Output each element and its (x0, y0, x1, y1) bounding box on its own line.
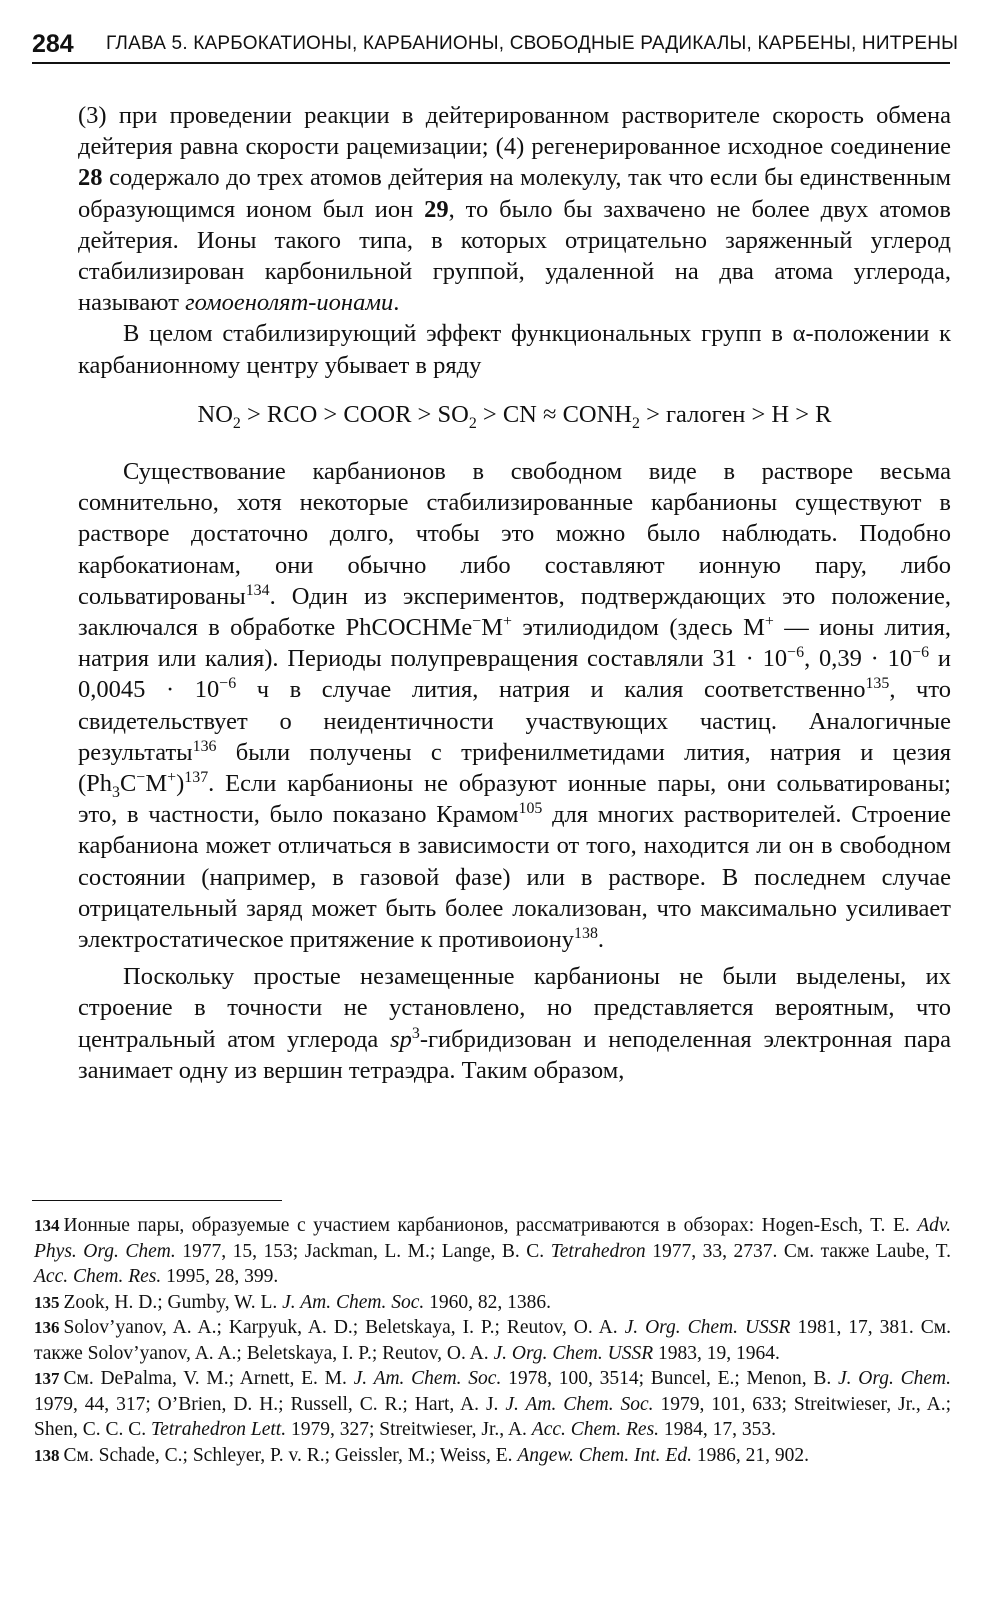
text-run: 1981, 17, 381. См. также Solov’yanov, A. A.; Beletskaya, I. P.; Reutov, O. A. (34, 1317, 951, 1364)
text-run: 1983, 19, 1964. (653, 1342, 780, 1364)
superscript: 3 (411, 1024, 420, 1042)
formula-part: > галоген > H > R (639, 400, 832, 428)
text-run: 1979, 101, 633; Streitwieser, Jr., A.; Shen, C. C. C. (34, 1393, 952, 1440)
text-run: . (393, 289, 400, 317)
footnote-number: 136 (34, 1318, 60, 1337)
text-run: 1995, 28, 399. (161, 1266, 279, 1287)
text-run: Ионные пары, образуемые с участием карбанионов, рассматриваются в обзорах: Hogen-Esch, T. E. (63, 1215, 918, 1236)
footnote-ref: 136 (192, 737, 217, 755)
text-run: C (120, 770, 137, 798)
text-run: — ионы лития, натрия или калия). Периоды полупревращения составляли 31 · 10 (78, 614, 951, 673)
text-run: См. Schade, C.; Schleyer, P. v. R.; Geissler, M.; Weiss, E. (63, 1444, 518, 1466)
subscript: 3 (112, 783, 120, 801)
text-run: . Если карбанионы не образуют ионные пары, они сольватированы; это, в частности, было показано Крамом (78, 770, 951, 829)
formula-part: > CN ≈ CONH (476, 400, 632, 428)
text-run: для многих растворителей. Строение карбаниона может отличаться в зависимости от того, находится ли он в свободном состоянии (например, в газовой фазе) или в растворе. В последнем случае отрицательный заряд может быть более локализован, что максимально усиливает электростатическое притяжение к противоиону (78, 801, 951, 954)
journal-name: Adv. Phys. Org. Chem. (34, 1215, 951, 1262)
footnote-ref: 135 (865, 675, 890, 693)
stability-series (78, 399, 951, 430)
text-run: -гибридизован и неподеленная электронная пара занимает одну из вершин тетраэдра. Таким образом, (78, 1025, 951, 1084)
text-run: , что свидетельствует о неидентичности участвующих частиц. Аналогичные результаты (78, 676, 951, 766)
page-number: 284 (32, 30, 74, 58)
journal-name: Tetrahedron Lett. (151, 1419, 287, 1440)
footnote-ref: 138 (574, 924, 598, 942)
paragraph-3 (78, 456, 951, 955)
journal-name: Acc. Chem. Res. (531, 1419, 660, 1440)
text-run: этилиодидом (здесь M (512, 614, 765, 642)
footnote-137 (34, 1366, 951, 1443)
journal-name: J. Org. Chem. (838, 1368, 951, 1389)
footnote-138 (34, 1443, 951, 1469)
formula-part: NO (197, 400, 233, 428)
paragraph-1 (78, 100, 951, 318)
text-run: 1986, 21, 902. (691, 1444, 809, 1466)
text-run: , то было бы захвачено не более двух атомов дейтерия. Ионы такого типа, в которых отрицательно заряженный углерод стабилизирован карбонильной группой, удаленной на два атома углерода, называют (78, 195, 951, 317)
paragraph-4 (78, 961, 951, 1086)
text-run: 1979, 44, 317; O’Brien, D. H.; Russell, C. R.; Hart, A. J. (34, 1393, 506, 1415)
exponent: −6 (219, 675, 237, 693)
footnote-number: 134 (34, 1216, 60, 1235)
text-run: ч в случае лития, натрия и калия соответственно (236, 676, 866, 704)
hybridization: sp (390, 1025, 412, 1053)
text-run: содержало до трех атомов дейтерия на молекулу, так что если бы единственным образующимся ионом был ион (78, 164, 951, 223)
subscript: 2 (468, 414, 477, 432)
text-run: 1977, 33, 2737. См. также Laube, T. (645, 1240, 951, 1262)
compound-number: 28 (78, 164, 103, 192)
journal-name: J. Am. Chem. Soc. (505, 1393, 654, 1415)
exponent: −6 (912, 644, 930, 662)
text-run: 1960, 82, 1386. (424, 1291, 551, 1313)
text-run: M (145, 770, 168, 798)
journal-name: J. Am. Chem. Soc. (282, 1291, 425, 1313)
footnotes (34, 1213, 951, 1468)
text-run: и 0,0045 · 10 (78, 645, 951, 704)
text-run: 1978, 100, 3514; Buncel, E.; Menon, B. (501, 1368, 839, 1389)
text-run: . Один из экспериментов, подтверждающих это положение, заключался в обработке PhCOCHMe (78, 582, 951, 642)
main-text (78, 100, 951, 1086)
journal-name: Acc. Chem. Res. (34, 1266, 162, 1287)
text-run: Zook, H. D.; Gumby, W. L. (63, 1291, 283, 1313)
journal-name: J. Am. Chem. Soc. (353, 1368, 502, 1389)
defined-term: гомоенолят-ионами (185, 289, 394, 317)
compound-number: 29 (424, 195, 449, 223)
running-header (32, 28, 959, 64)
text-run: Существование карбанионов в свободном виде в растворе весьма сомнительно, хотя некоторые стабилизированные карбанионы существуют в растворе достаточно долго, чтобы это можно было наблюдать. Подобно карбокатионам, они обычно либо составляют ионную пару, либо сольватированы (78, 458, 951, 610)
footnote-number: 138 (34, 1445, 60, 1465)
text-run: 1984, 17, 353. (659, 1419, 777, 1440)
running-title: ГЛАВА 5. КАРБОКАТИОНЫ, КАРБАНИОНЫ, СВОБОДНЫЕ РАДИКАЛЫ, КАРБЕНЫ, НИТРЕНЫ (106, 33, 959, 54)
journal-name: J. Org. Chem. USSR (493, 1342, 654, 1364)
text-run: (3) при проведении реакции в дейтерированном растворителе скорость обмена дейтерия равна скорости рацемизации; (4) регенерированное исходное соединение (78, 102, 951, 161)
superscript: − (472, 612, 482, 630)
text-run: были получены с трифенилметидами лития, натрия и цезия (Ph (78, 738, 951, 798)
footnote-134 (34, 1213, 951, 1290)
text-run: Solov’yanov, A. A.; Karpyuk, A. D.; Beletskaya, I. P.; Reutov, O. A. (63, 1317, 625, 1338)
text-run: 1977, 15, 153; Jackman, L. M.; Lange, B. C. (175, 1240, 551, 1262)
superscript: + (764, 612, 774, 630)
superscript: + (503, 612, 513, 630)
text-run: , 0,39 · 10 (804, 645, 913, 673)
text-run: Поскольку простые незамещенные карбанионы не были выделены, их строение в точности не установлено, но представляется вероятным, что центральный атом углерода (78, 963, 951, 1053)
text-run: 1979, 327; Streitwieser, Jr., A. (286, 1419, 532, 1440)
footnote-ref: 105 (518, 800, 543, 818)
superscript: − (136, 768, 146, 786)
footnote-number: 137 (34, 1369, 60, 1388)
journal-name: J. Org. Chem. USSR (624, 1317, 791, 1338)
footnote-ref: 137 (184, 768, 209, 786)
subscript: 2 (631, 414, 640, 432)
paragraph-2: В целом стабилизирующий эффект функциональных групп в α-положении к карбанионному центру убывает в ряду (78, 320, 951, 379)
formula-part: > RCO > COOR > SO (240, 400, 469, 428)
footnote-number: 135 (34, 1292, 60, 1312)
exponent: −6 (787, 644, 805, 662)
footnote-136 (34, 1315, 951, 1366)
text-run: ) (176, 770, 185, 798)
footnote-rule (32, 1200, 282, 1201)
journal-name: Tetrahedron (550, 1240, 646, 1262)
footnote-135 (34, 1290, 951, 1316)
footnote-ref: 134 (245, 581, 270, 599)
text-run: M (481, 614, 504, 642)
journal-name: Angew. Chem. Int. Ed. (517, 1444, 692, 1466)
text-run: См. DePalma, V. M.; Arnett, E. M. (63, 1368, 354, 1389)
superscript: + (167, 768, 177, 786)
text-run: . (597, 926, 605, 954)
subscript: 2 (232, 414, 241, 432)
